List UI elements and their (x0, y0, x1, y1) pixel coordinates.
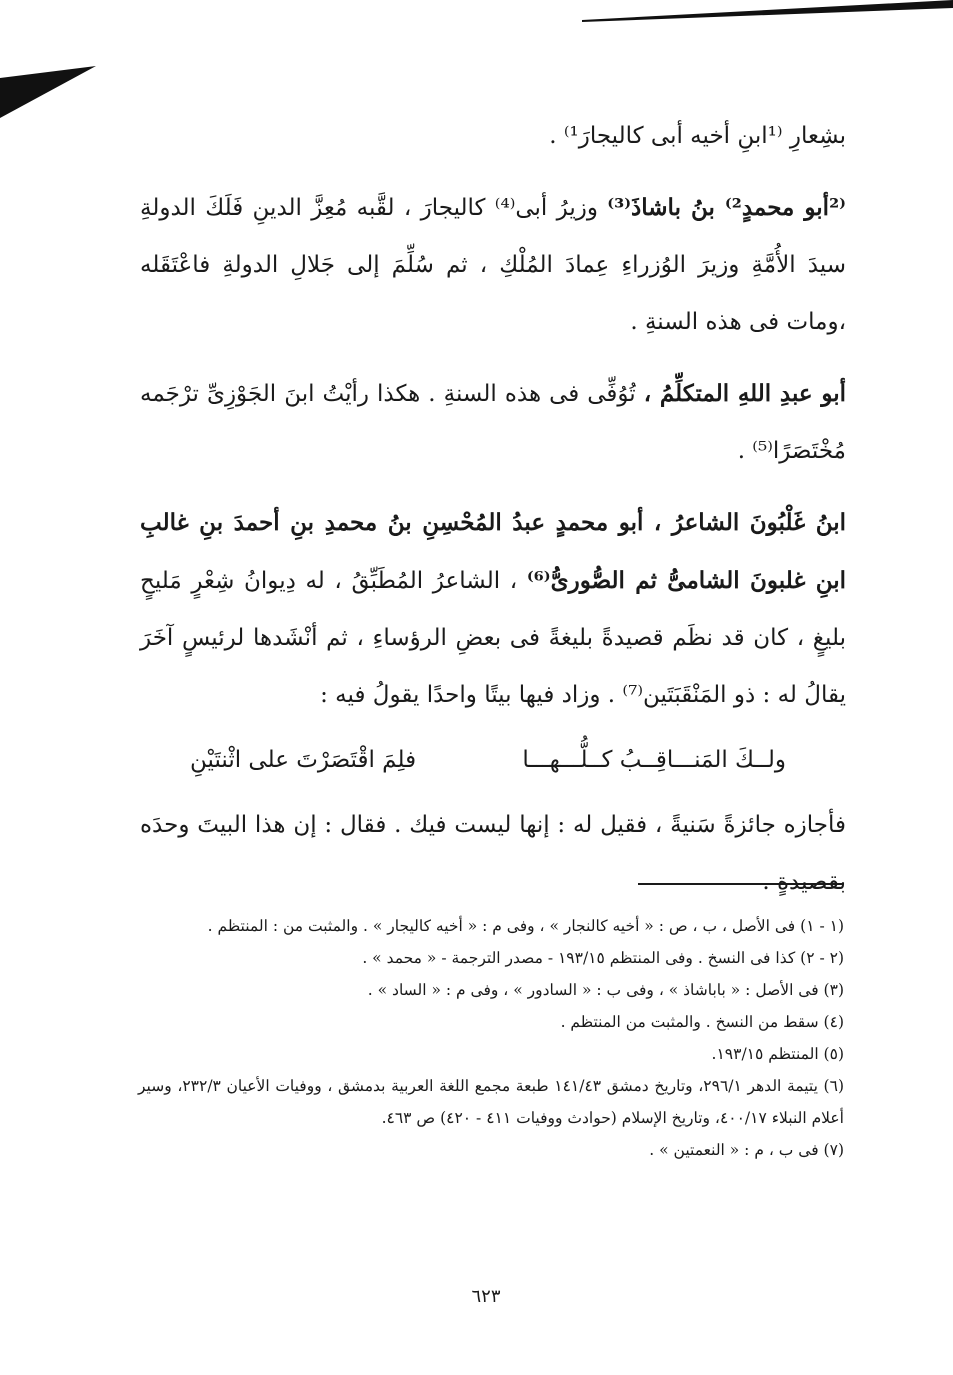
scan-edge-mark-left (0, 64, 100, 120)
page-body (140, 108, 846, 911)
entry-heading: ⁽²أبو محمدٍ²⁾ بنُ باشاذَ⁽³⁾ (607, 194, 847, 221)
entry-heading: أبو عبدِ اللهِ المتكلِّمُ ، (643, 380, 846, 407)
page-number: ٦٢٣ (471, 1286, 501, 1307)
entry-heading: ابنُ غَلْبُونَ الشاعرُ ، أبو محمدٍ عبدُ المُحْسِنِ بنُ محمدِ بنِ أحمدَ بنِ غالبِ ابنِ غلبونَ الشامىُّ ثم الصُّورىُّ⁽⁶⁾ (140, 509, 847, 594)
entry-ibn-ghalbun (140, 494, 846, 724)
paragraph-continuation-text: بشِعارِ ⁽¹ابنِ أخيه أبى كاليجارَ¹⁾ . (549, 123, 846, 149)
footnote-7: (٧) فى ب ، م : « النعمتين » . (649, 1141, 844, 1159)
paragraph-conclusion (140, 797, 846, 911)
entry-abu-muhammad-ibn-bashadh (140, 179, 846, 351)
entry-text: ، الشاعرُ المُطَبِّقُ ، له دِيوانُ شِعْرٍ مَليحٍ بليغٍ ، كان قد نظَم قصيدةً بليغةً فى بعضِ الرؤساءِ ، ثم أنْشَدها لرئيسٍ آخَرَ يقالُ له : ذو المَنْقَبَتَين⁽⁷⁾ . وزاد فيها بيتًا واحدًا يقولُ فيه : (140, 568, 846, 708)
paragraph-conclusion-text: فأجازه جائزةً سَنيةً ، فقيل له : إنها ليست فيك . فقال : إن هذا البيتَ وحدَه بقصيدةٍ . (140, 812, 846, 895)
entry-text: وزيرُ أبى⁽⁴⁾ كاليجارَ ، لقَّبه مُعِزَّ الدينِ فَلَكَ الدولةِ سيدَ الأُمَّةِ وزيرَ الوُزراءِ عِمادَ المُلْكِ ، ثم سُلِّمَ إلى جَلالِ الدولةِ فاعْتَقَله ،ومات فى هذه السنةِ . (140, 195, 846, 335)
poem-verse (140, 732, 846, 789)
footnote-separator (638, 883, 844, 885)
paragraph-continuation (140, 108, 846, 165)
footnote-4: (٤) سقط من النسخ . والمثبت من المنتظم . (560, 1013, 844, 1031)
entry-abu-abdallah-al-mutakallim (140, 365, 846, 480)
scan-edge-mark-top (582, 0, 953, 22)
entry-text: تُوُفِّى فى هذه السنةِ . هكذا رأيْتُ ابنَ الجَوْزِىِّ ترْجَمه مُخْتَصَرًا⁽⁵⁾ . (140, 381, 846, 464)
verse-second-hemistich: فلِمَ اقْتَصَرْتَ على اثْنتَيْنِ (190, 747, 417, 773)
footnote-2: (٢ - ٢) كذا فى النسخ . وفى المنتظم ١٩٣/١٥ - مصدر الترجمة - « محمد » . (362, 949, 844, 967)
footnote-3: (٣) فى الأصل : « باباشاذ » ، وفى ب : « السادور » ، وفى م : « الساد » . (367, 981, 844, 999)
footnote-6: (٦) يتيمة الدهر ٢٩٦/١، وتاريخ دمشق ١٤١/٤٣ طبعة مجمع اللغة العربية بدمشق ، ووفيات الأعيان ٢٣٢/٣، وسير أعلام النبلاء ٤٠٠/١٧، وتاريخ الإسلام (حوادث ووفيات ٤١١ - ٤٢٠) ص ٤٦٣. (138, 1077, 844, 1127)
footnotes (138, 910, 844, 1166)
footnote-5: (٥) المنتظم ١٩٣/١٥. (711, 1045, 844, 1063)
footnote-1: (١ - ١) فى الأصل ، ب ، ص : « أخيه كالنجار » ، وفى م : « أخيه كاليجار » . والمثبت من : المنتظم . (207, 917, 844, 935)
verse-first-hemistich: ولــكَ المَنـــاقِــبُ كــلُّـــهـــا (522, 747, 786, 773)
